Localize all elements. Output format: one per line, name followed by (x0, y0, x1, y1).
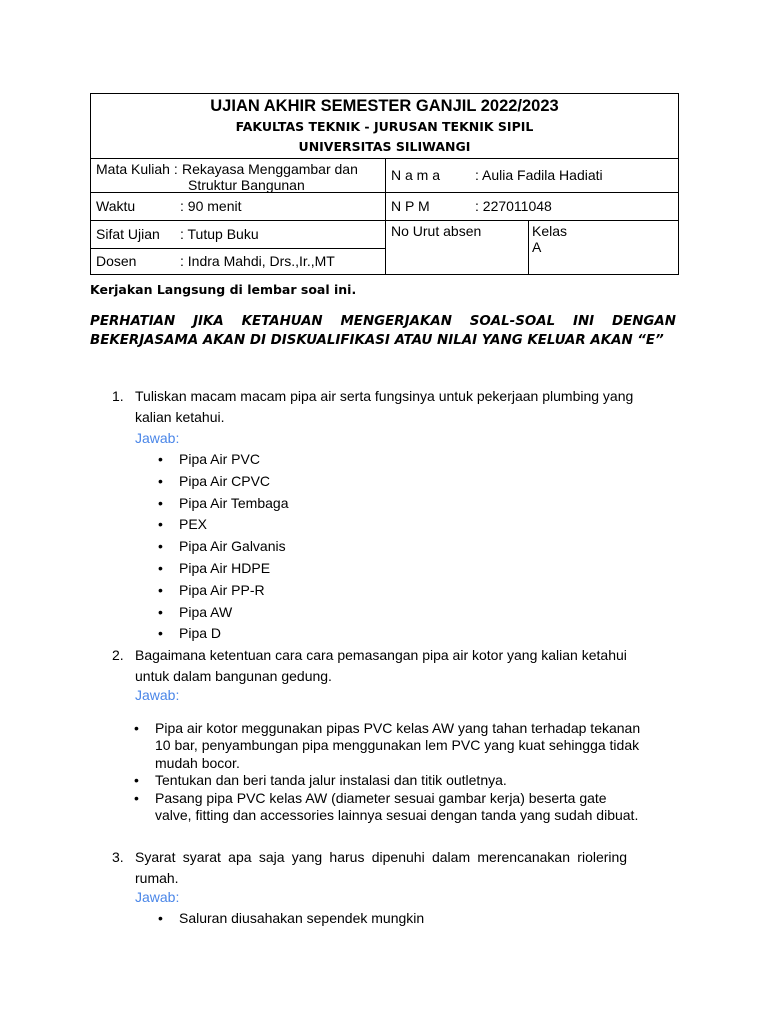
bullet-icon: • (158, 538, 163, 555)
dosen-label: Dosen (96, 253, 137, 269)
kelas-value: A (532, 239, 542, 255)
mata-kuliah-label: Mata Kuliah : (96, 161, 178, 177)
list-item: • Pipa Air HDPE (156, 558, 288, 580)
nama-value: : Aulia Fadila Hadiati (475, 167, 603, 183)
question-2-jawab-label: Jawab: (135, 687, 180, 703)
nama-cell (386, 159, 679, 193)
question-1-line-2: kalian ketahui. (135, 409, 225, 425)
list-item: • Pipa Air Galvanis (156, 536, 288, 558)
bullet-icon: • (158, 559, 163, 576)
question-3-jawab-label: Jawab: (135, 889, 180, 905)
exam-title-cell (91, 94, 679, 159)
list-item: • Saluran diusahakan sependek mungkin (156, 908, 424, 930)
question-2-number: 2. (112, 647, 124, 663)
bullet-icon: • (134, 789, 139, 806)
list-item: • PEX (156, 514, 288, 536)
university-name: UNIVERSITAS SILIWANGI (298, 139, 471, 154)
exam-title: UJIAN AKHIR SEMESTER GANJIL 2022/2023 (210, 97, 559, 115)
npm-label: N P M (391, 198, 430, 214)
npm-value: : 227011048 (475, 198, 552, 214)
question-2-line-1: Bagaimana ketentuan cara cara pemasangan pipa air kotor yang kalian ketahui (135, 647, 627, 663)
question-1-number: 1. (112, 388, 124, 404)
list-item: • Pipa D (156, 623, 288, 645)
npm-cell (386, 193, 679, 221)
list-item: • Pipa Air Tembaga (156, 493, 288, 515)
list-item: • Pasang pipa PVC kelas AW (diameter sesuai gambar kerja) beserta gate valve, fitting dan accessories lainnya sesuai dengan tanda yang sudah dibuat. (134, 789, 639, 824)
question-1-answers (156, 449, 288, 645)
bullet-icon: • (158, 451, 163, 467)
faculty-name: FAKULTAS TEKNIK - JURUSAN TEKNIK SIPIL (235, 119, 534, 134)
bullet-icon: • (158, 516, 163, 533)
question-3-line-1: Syarat syarat apa saja yang harus dipenuhi dalam merencanakan riolering (135, 849, 628, 865)
mata-kuliah-value-line-2: Struktur Bangunan (188, 177, 305, 193)
bullet-icon: • (158, 625, 163, 642)
mata-kuliah-value-line-1: Rekayasa Menggambar dan (182, 161, 358, 177)
question-3-number: 3. (112, 849, 124, 865)
waktu-cell (91, 193, 386, 221)
list-item: • Pipa air kotor meggunakan pipas PVC kelas AW yang tahan terhadap tekanan 10 bar, penyambungan pipa menggunakan lem PVC yang kuat sehingga tidak mudah bocor. (134, 720, 641, 771)
mata-kuliah-cell (91, 159, 386, 193)
sifat-ujian-cell (91, 221, 386, 249)
absen-cell (386, 221, 529, 275)
dosen-cell (91, 249, 386, 275)
bullet-icon: • (158, 581, 163, 598)
list-item: • Pipa Air PP-R (156, 580, 288, 602)
waktu-label: Waktu (96, 198, 136, 214)
bullet-icon: • (158, 472, 163, 489)
sifat-ujian-value: : Tutup Buku (180, 226, 259, 242)
absen-label: No Urut absen (391, 223, 482, 239)
kelas-cell (529, 221, 679, 275)
list-item: • Pipa AW (156, 602, 288, 624)
instruction-text: Kerjakan Langsung di lembar soal ini. (90, 282, 357, 297)
question-1-line-1: Tuliskan macam macam pipa air serta fungsinya untuk pekerjaan plumbing yang (135, 388, 634, 404)
bullet-icon: • (158, 494, 163, 511)
list-item: • Pipa Air CPVC (156, 471, 288, 493)
bullet-icon: • (158, 910, 163, 926)
question-2-answers (132, 720, 692, 824)
bullet-icon: • (134, 720, 139, 736)
waktu-value: : 90 menit (180, 198, 242, 214)
kelas-label: Kelas (532, 223, 568, 239)
dosen-value: : Indra Mahdi, Drs.,Ir.,MT (180, 253, 335, 269)
question-3-line-2: rumah. (135, 870, 179, 886)
bullet-icon: • (158, 603, 163, 620)
sifat-ujian-label: Sifat Ujian (96, 226, 160, 242)
question-3-answers (156, 908, 424, 930)
question-2-line-2: untuk dalam bangunan gedung. (135, 668, 332, 684)
warning-text: PERHATIAN JIKA KETAHUAN MENGERJAKAN SOAL-SOAL INI DENGAN BEKERJASAMA AKAN DI DISKUALIFIKASI ATAU NILAI YANG KELUAR AKAN “E” (90, 314, 676, 348)
bullet-icon: • (134, 772, 139, 789)
nama-label: N a m a (391, 167, 441, 183)
question-1-jawab-label: Jawab: (135, 430, 180, 446)
exam-header-table (90, 93, 679, 275)
list-item: • Pipa Air PVC (156, 449, 288, 471)
list-item: • Tentukan dan beri tanda jalur instalasi dan titik outletnya. (134, 772, 507, 789)
